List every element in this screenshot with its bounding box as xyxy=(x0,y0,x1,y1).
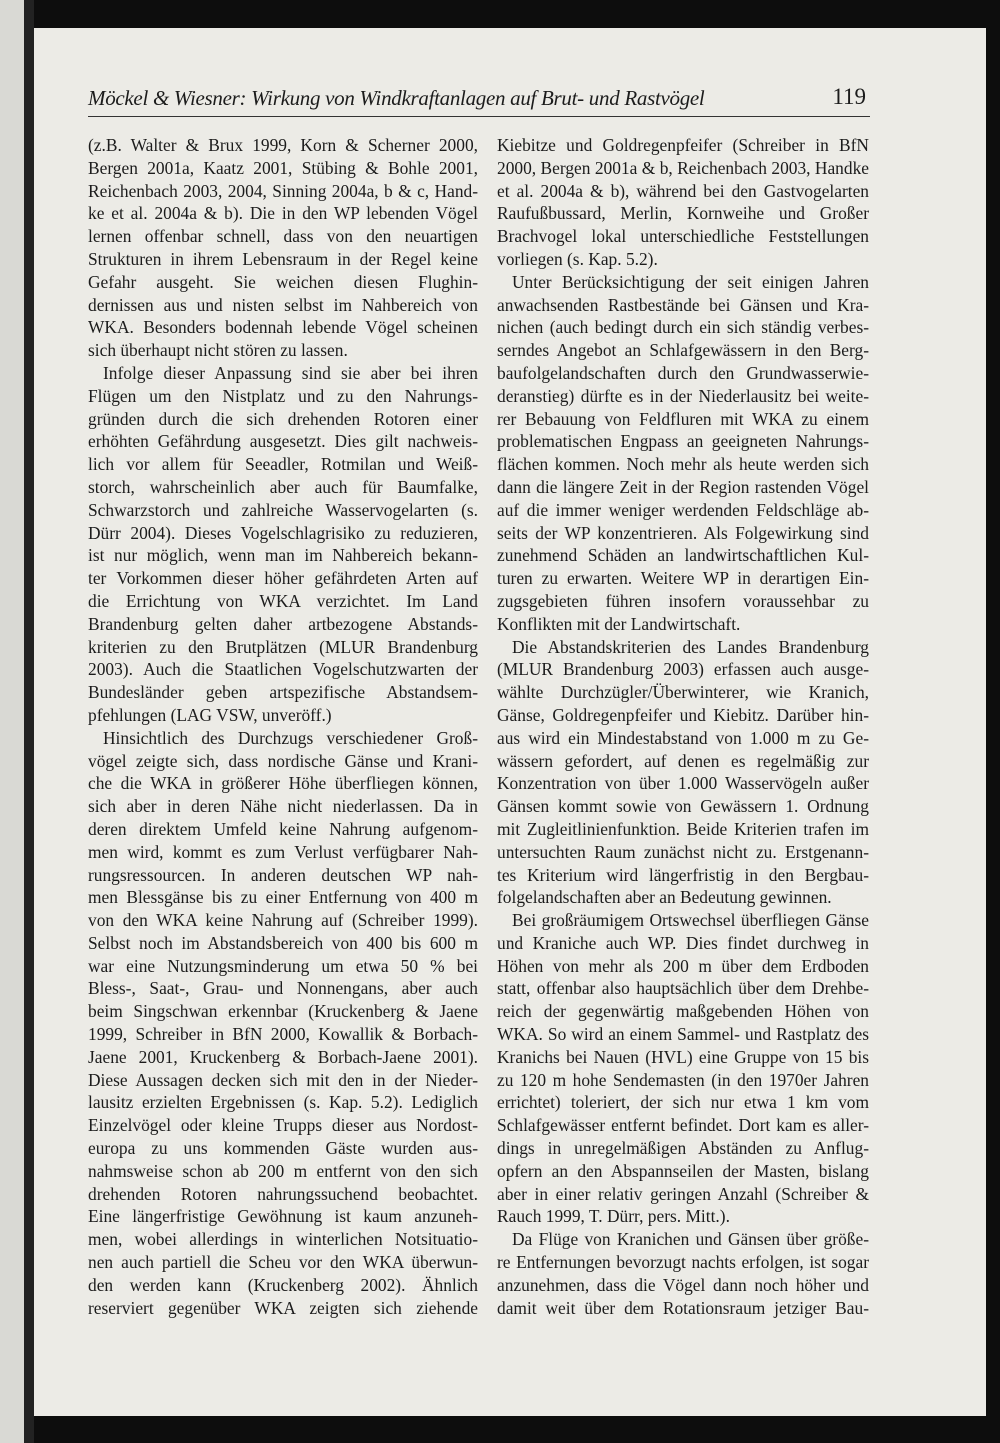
text-line: serndes Angebot an Schlafgewässern in den Berg- xyxy=(497,340,869,361)
text-line: den werden kann (Kruckenberg 2002). Ähnlich xyxy=(88,1274,478,1295)
text-line: aber in einer relativ geringen Anzahl (Schreiber & xyxy=(497,1183,869,1204)
text-line: tes Kriterium wird längerfristig in den Bergbau- xyxy=(497,864,869,885)
text-line: Höhen von mehr als 200 m über dem Erdboden xyxy=(497,955,869,976)
paragraph xyxy=(88,727,478,1320)
text-line: beim Singschwan erkennbar (Kruckenberg & Jaene xyxy=(88,1001,478,1022)
text-line: Gänse, Goldregenpfeifer und Kiebitz. Darüber hin- xyxy=(497,704,869,725)
text-line: Eine längerfristige Gewöhnung ist kaum anzuneh- xyxy=(88,1206,478,1227)
text-line: reich der gegenwärtig maßgebenden Höhen von xyxy=(497,1001,869,1022)
text-line: gründen durch die sich drehenden Rotoren einer xyxy=(88,408,478,429)
text-line: von den WKA keine Nahrung auf (Schreiber 1999). xyxy=(88,910,478,931)
paragraph xyxy=(497,271,869,636)
text-line: 2000, Bergen 2001a & b, Reichenbach 2003, Handke xyxy=(497,157,869,178)
text-line: problematischen Engpass an geeigneten Nahrungs- xyxy=(497,431,869,452)
text-line: vögel zeigte sich, dass nordische Gänse und Krani- xyxy=(88,750,478,771)
text-line: Konzentration von über 1.000 Wasservögeln außer xyxy=(497,773,869,794)
text-line: ist nur möglich, wenn man im Nahbereich bekann- xyxy=(88,545,478,566)
text-line: Gänsen kommt sowie von Gewässern 1. Ordnung xyxy=(497,796,869,817)
text-line: drehenden Rotoren nahrungssuchend beobachtet. xyxy=(88,1183,478,1204)
text-line: rungsressourcen. In anderen deutschen WP nah- xyxy=(88,864,478,885)
text-line: Strukturen in ihrem Lebensraum in der Regel keine xyxy=(88,248,478,269)
text-line: zugsgebieten führen insofern voraussehbar zu xyxy=(497,590,869,611)
text-line: che die WKA in größerer Höhe überfliegen können, xyxy=(88,773,478,794)
text-line: Kiebitze und Goldregenpfeifer (Schreiber in BfN xyxy=(497,135,869,155)
text-line: statt, offenbar also hauptsächlich über dem Drehbe- xyxy=(497,978,869,999)
paragraph xyxy=(497,134,869,271)
text-line: Unter Berücksichtigung der seit einigen Jahren xyxy=(512,271,869,292)
text-line: nen auch partiell die Scheu vor den WKA überwun- xyxy=(88,1252,478,1273)
text-line: Jaene 2001, Kruckenberg & Borbach-Jaene 2001). xyxy=(88,1046,478,1067)
text-line: 1999, Schreiber in BfN 2000, Kowallik & Borbach- xyxy=(88,1024,478,1045)
text-line: Da Flüge von Kranichen und Gänsen über größe- xyxy=(512,1229,869,1250)
text-line: lernen offenbar schnell, dass von den neuartigen xyxy=(88,226,478,247)
text-line: Selbst noch im Abstandsbereich von 400 bis 600 m xyxy=(88,932,478,953)
text-line: dernissen aus und nisten selbst im Nahbereich von xyxy=(88,294,478,315)
text-line: die Errichtung von WKA verzichtet. Im Land xyxy=(88,590,478,611)
text-line: vorliegen (s. Kap. 5.2). xyxy=(497,248,658,269)
text-line: dings in unregelmäßigen Abständen zu Anflug- xyxy=(497,1138,869,1159)
text-line: aus wird ein Mindestabstand von 1.000 m zu Ge- xyxy=(497,727,869,748)
text-line: Reichenbach 2003, 2004, Sinning 2004a, b & c, Hand- xyxy=(88,180,478,201)
text-line: ter Vorkommen dieser höher gefährdeten Arten auf xyxy=(88,568,478,589)
text-line: storch, wahrscheinlich aber auch für Baumfalke, xyxy=(88,476,478,497)
text-line: WKA. Besonders bodennah lebende Vögel scheinen xyxy=(88,317,478,338)
text-line: (MLUR Brandenburg 2003) erfassen auch ausge- xyxy=(497,659,869,680)
paragraph xyxy=(497,636,869,910)
text-line: men wird, kommt es zum Verlust verfügbarer Nah- xyxy=(88,841,478,862)
text-line: Rauch 1999, T. Dürr, pers. Mitt.). xyxy=(497,1206,730,1227)
text-line: opfern an den Abspannseilen der Masten, bislang xyxy=(497,1160,869,1181)
text-line: Dürr 2004). Dieses Vogelschlagrisiko zu reduzieren, xyxy=(88,522,478,543)
text-line: rer Bebauung von Feldfluren mit WKA zu einem xyxy=(497,408,869,429)
text-line: Schlafgewässer entfernt befindet. Dort kam es aller- xyxy=(497,1115,869,1136)
text-line: seits der WP konzentrieren. Als Folgewirkung sind xyxy=(497,522,869,543)
text-line: turen zu erwarten. Weitere WP in derartigen Ein- xyxy=(497,568,869,589)
text-line: nahmsweise schon ab 200 m entfernt von den sich xyxy=(88,1160,478,1181)
text-line: (z.B. Walter & Brux 1999, Korn & Scherner 2000, xyxy=(88,135,478,155)
text-line: wässern gefordert, auf denen es regelmäßig zur xyxy=(497,750,869,771)
text-line: kriterien zu den Brutplätzen (MLUR Brandenburg xyxy=(88,636,478,657)
text-line: lausitz erzielten Ergebnissen (s. Kap. 5.2). Lediglich xyxy=(88,1092,478,1113)
text-line: wählte Durchzügler/Überwinterer, wie Kranich, xyxy=(497,682,869,703)
text-line: Infolge dieser Anpassung sind sie aber bei ihren xyxy=(103,362,478,383)
text-line: Bundesländer geben artspezifische Abstandsem- xyxy=(88,682,478,703)
text-line: Konflikten mit der Landwirtschaft. xyxy=(497,613,741,634)
text-line: Schwarzstorch und zahlreiche Wasservogelarten (s. xyxy=(88,499,478,520)
header-rule xyxy=(88,116,870,117)
text-line: et al. 2004a & b), während bei den Gastvogelarten xyxy=(497,180,869,201)
text-line: lich vor allem für Seeadler, Rotmilan und Weiß- xyxy=(88,454,478,475)
running-header-title: Möckel & Wiesner: Wirkung von Windkraftanlagen auf Brut- und Rastvögel xyxy=(88,86,705,110)
text-line: auf die immer weniger werdenden Feldschläge ab- xyxy=(497,499,869,520)
text-line: damit weit über dem Rotationsraum jetziger Bau- xyxy=(497,1297,869,1318)
left-column xyxy=(88,134,478,1319)
text-line: anwachsenden Rastbestände bei Gänsen und Kra- xyxy=(497,294,869,315)
paragraph xyxy=(88,134,478,362)
text-line: pfehlungen (LAG VSW, unveröff.) xyxy=(88,704,332,725)
running-header xyxy=(88,84,870,116)
text-line: ke et al. 2004a & b). Die in den WP lebenden Vögel xyxy=(88,203,478,224)
text-line: Brachvogel lokal unterschiedliche Feststellungen xyxy=(497,226,869,247)
paragraph xyxy=(497,1228,869,1319)
text-line: men, wobei allerdings in winterlichen Notsituatio- xyxy=(88,1229,478,1250)
text-line: Bergen 2001a, Kaatz 2001, Stübing & Bohle 2001, xyxy=(88,157,478,178)
page-gutter-shadow xyxy=(24,0,34,1443)
text-line: nichen (auch bedingt durch ein sich ständig verbes- xyxy=(497,317,869,338)
paragraph xyxy=(88,362,478,727)
paragraph xyxy=(497,909,869,1228)
text-line: Gefahr ausgeht. Sie weichen diesen Flughin- xyxy=(88,271,478,292)
text-line: anzunehmen, dass die Vögel dann noch höher und xyxy=(497,1274,869,1295)
text-line: Brandenburg gelten daher artbezogene Abstands- xyxy=(88,613,478,634)
text-line: Kranichs bei Nauen (HVL) eine Gruppe von 15 bis xyxy=(497,1046,869,1067)
text-line: folgelandschaften aber an Bedeutung gewinnen. xyxy=(497,887,832,908)
text-line: und Kraniche auch WP. Dies findet durchweg in xyxy=(497,932,869,953)
right-column xyxy=(497,134,869,1319)
text-line: Bei großräumigem Ortswechsel überfliegen Gänse xyxy=(512,910,869,931)
text-line: europa zu uns kommenden Gäste wurden aus- xyxy=(88,1138,478,1159)
text-line: war eine Nutzungsminderung um etwa 50 % bei xyxy=(88,955,478,976)
text-line: untersuchten Raum zunächst nicht zu. Erstgenann- xyxy=(497,841,869,862)
text-line: Die Abstandskriterien des Landes Brandenburg xyxy=(512,636,869,657)
text-line: mit Zugleitlinienfunktion. Beide Kriterien trafen im xyxy=(497,818,869,839)
text-line: re Entfernungen bevorzugt nachts erfolgen, ist sogar xyxy=(497,1252,869,1273)
text-line: sich aber in deren Nähe nicht niederlassen. Da in xyxy=(88,796,478,817)
text-line: men Blessgänse bis zu einer Entfernung von 400 m xyxy=(88,887,478,908)
text-line: zu 120 m hohe Sendemasten (in den 1970er Jahren xyxy=(497,1069,869,1090)
text-line: deren direktem Umfeld keine Nahrung aufgenom- xyxy=(88,818,478,839)
text-line: erhöhten Gefährdung ausgesetzt. Dies gilt nachweis- xyxy=(88,431,478,452)
text-line: baufolgelandschaften durch den Grundwasserwie- xyxy=(497,362,869,383)
text-line: Einzelvögel oder kleine Trupps dieser aus Nordost- xyxy=(88,1115,478,1136)
text-line: errichtet) toleriert, der sich nur etwa 1 km vom xyxy=(497,1092,869,1113)
text-line: zunehmend Schäden an landwirtschaftlichen Kul- xyxy=(497,545,869,566)
page-number: 119 xyxy=(832,84,866,109)
text-line: Flügen um den Nistplatz und zu den Nahrungs- xyxy=(88,385,478,406)
text-line: reserviert gegenüber WKA zeigten sich ziehende xyxy=(88,1297,478,1318)
text-line: Diese Aussagen decken sich mit den in der Nieder- xyxy=(88,1069,478,1090)
text-line: Bless-, Saat-, Grau- und Nonnengans, aber auch xyxy=(88,978,478,999)
text-line: WKA. So wird an einem Sammel- und Rastplatz des xyxy=(497,1024,869,1045)
text-line: Raufußbussard, Merlin, Kornweihe und Großer xyxy=(497,203,869,224)
previous-page-edge xyxy=(0,0,24,1443)
text-line: dann die längere Zeit in der Region rastenden Vögel xyxy=(497,476,869,497)
text-line: Hinsichtlich des Durchzugs verschiedener Groß- xyxy=(103,727,478,748)
text-line: flächen kommen. Noch mehr als heute werden sich xyxy=(497,454,869,475)
text-line: deranstieg) dürfte es in der Niederlausitz bei weite- xyxy=(497,385,869,406)
text-line: sich überhaupt nicht stören zu lassen. xyxy=(88,340,348,361)
text-line: 2003). Auch die Staatlichen Vogelschutzwarten der xyxy=(88,659,478,680)
